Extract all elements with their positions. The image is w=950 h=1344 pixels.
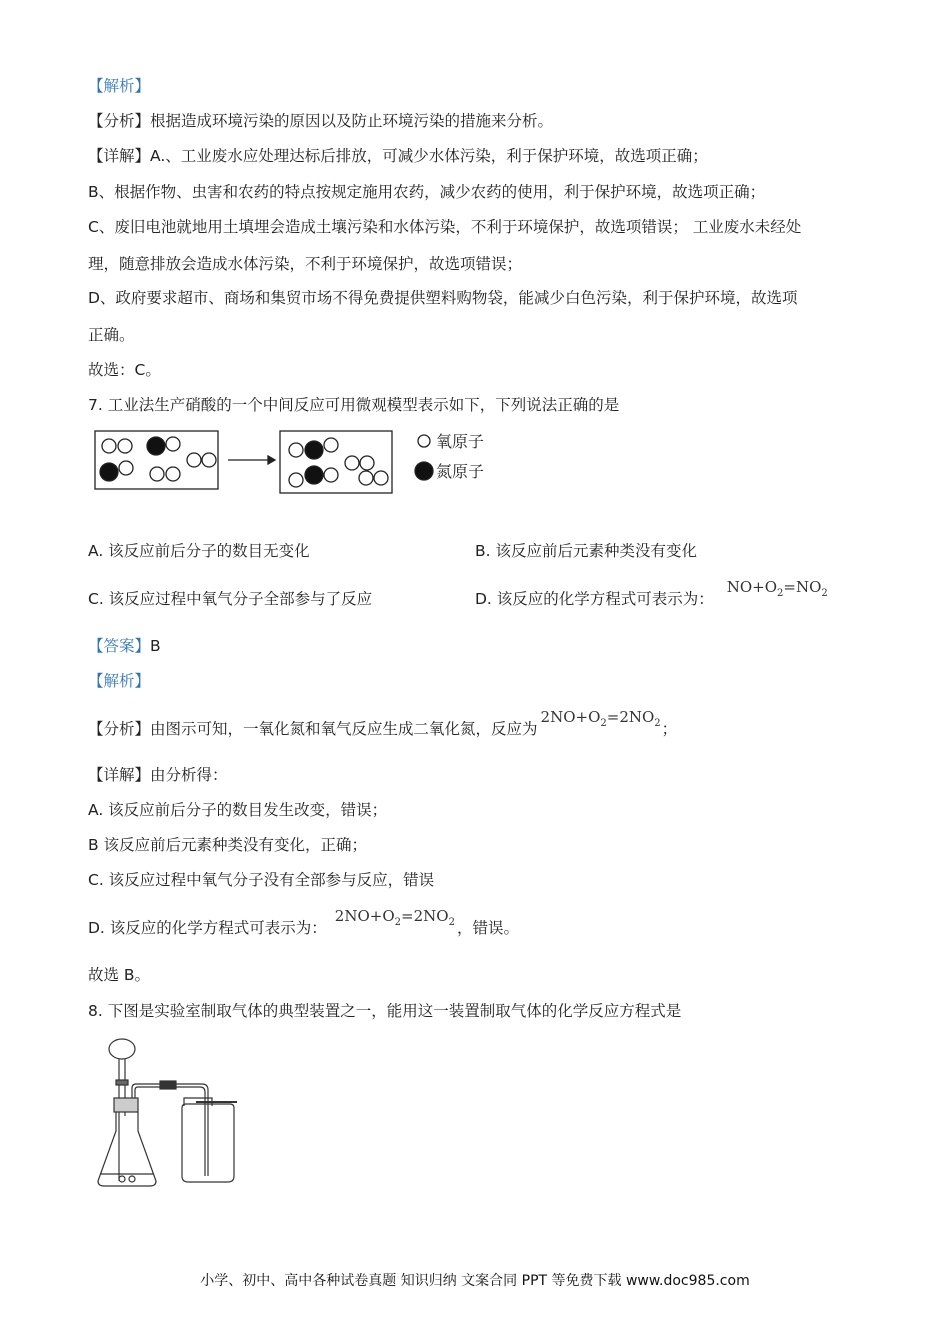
- oxygen-atom: [289, 443, 303, 457]
- legend-oxygen-icon: [418, 435, 430, 447]
- q7-detail-d-formula: $2NO+O_2=2NO_2$: [334, 907, 455, 928]
- molecule-model-diagram: [90, 425, 510, 500]
- oxygen-atom: [119, 461, 133, 475]
- q7-analysis-tag: 【分析】: [88, 720, 151, 738]
- detail-line: [88, 146, 708, 166]
- oxygen-atom: [374, 471, 388, 485]
- q7-answer: 故选 B。: [88, 966, 151, 984]
- oxygen-atom: [118, 439, 132, 453]
- nitrogen-atom: [100, 463, 118, 481]
- q7-answer-value: B: [150, 637, 161, 655]
- detail-tag: 【详解】: [88, 147, 151, 165]
- nitrogen-atom: [305, 466, 323, 484]
- q7-analysis-heading: 【解析】: [88, 672, 151, 690]
- q7-option-d-text: D. 该反应的化学方程式可表示为：: [475, 590, 714, 608]
- analysis-line: [88, 111, 553, 131]
- reaction-arrowhead: [268, 456, 275, 464]
- q7-detail-d-text: D. 该反应的化学方程式可表示为：: [88, 919, 327, 937]
- flask-stopper: [114, 1098, 138, 1112]
- q8-stem: 8. 下图是实验室制取气体的典型装置之一，能用这一装置制取气体的化学反应方程式是: [88, 1002, 682, 1020]
- q7-analysis-line: [88, 708, 678, 746]
- q7-detail-tag: 【详解】: [88, 766, 151, 784]
- detail-d-1: D、政府要求超市、商场和集贸市场不得免费提供塑料购物袋，能减少白色污染，利于保护环境，故选项: [88, 289, 798, 307]
- detail-d-2: 正确。: [88, 326, 135, 344]
- q7-analysis-formula: $2NO+O_2=2NO_2$: [540, 708, 661, 729]
- analysis-tag: 【分析】: [88, 112, 151, 130]
- q7-detail-d: [88, 907, 519, 945]
- oxygen-atom: [324, 468, 338, 482]
- q7-option-a: A. 该反应前后分子的数目无变化: [88, 542, 310, 560]
- q7-detail-a: A. 该反应前后分子的数目发生改变，错误；: [88, 801, 388, 819]
- q7-option-d: [475, 578, 828, 616]
- funnel-bulb: [109, 1039, 135, 1059]
- oxygen-atom: [166, 437, 180, 451]
- analysis-text: 根据造成环境污染的原因以及防止环境污染的措施来分析。: [150, 112, 554, 130]
- q7-option-d-formula: $NO+O_2=NO_2$: [726, 578, 828, 599]
- nitrogen-atom: [305, 441, 323, 459]
- q7-answer-tag: 【答案】: [88, 637, 151, 655]
- q7-detail-line: [88, 765, 228, 785]
- q7-detail-text: 由分析得：: [150, 766, 228, 784]
- legend-nitrogen-icon: [415, 462, 433, 480]
- q7-answer-line: [88, 636, 161, 656]
- nitrogen-atom: [147, 437, 165, 455]
- oxygen-atom: [102, 439, 116, 453]
- oxygen-atom: [359, 471, 373, 485]
- detail-c-1: C、废旧电池就地用土填埋会造成土壤污染和水体污染，不利于环境保护，故选项错误； 工业废水未经处: [88, 218, 802, 236]
- oxygen-atom: [187, 453, 201, 467]
- detail-b: B、根据作物、虫害和农药的特点按规定施用农药，减少农药的使用，利于保护环境，故选项正确；: [88, 183, 766, 201]
- answer-line: 故选：C。: [88, 361, 161, 379]
- oxygen-atom: [289, 473, 303, 487]
- q7-option-b: B. 该反应前后元素种类没有变化: [475, 542, 697, 560]
- gas-apparatus-diagram: [92, 1036, 242, 1191]
- page-footer: 小学、初中、高中各种试卷真题 知识归纳 文案合同 PPT 等免费下载 www.doc985.com: [200, 1273, 750, 1289]
- oxygen-atom: [345, 456, 359, 470]
- oxygen-atom: [150, 467, 164, 481]
- oxygen-atom: [360, 456, 374, 470]
- oxygen-atom: [202, 453, 216, 467]
- analysis-heading: 【解析】: [88, 77, 151, 95]
- q7-detail-d-end: ，错误。: [456, 919, 519, 937]
- detail-a: A.、工业废水应处理达标后排放，可减少水体污染，利于保护环境，故选项正确；: [150, 147, 708, 165]
- q7-stem: 7. 工业法生产硝酸的一个中间反应可用微观模型表示如下，下列说法正确的是: [88, 396, 620, 414]
- conical-flask: [98, 1112, 156, 1186]
- q7-detail-b: B 该反应前后元素种类没有变化，正确；: [88, 836, 368, 854]
- q7-detail-c: C. 该反应过程中氧气分子没有全部参与反应，错误: [88, 871, 435, 889]
- legend-oxygen-label: 氧原子: [436, 432, 485, 451]
- legend-nitrogen-label: 氮原子: [436, 462, 485, 481]
- q7-analysis-end: ；: [661, 720, 678, 738]
- oxygen-atom: [324, 438, 338, 452]
- stopcock: [116, 1080, 128, 1085]
- q7-analysis-text: 由图示可知，一氧化氮和氧气反应生成二氧化氮，反应为: [150, 720, 538, 738]
- detail-c-2: 理，随意排放会造成水体污染，不利于环境保护，故选项错误；: [88, 255, 523, 273]
- oxygen-atom: [166, 467, 180, 481]
- q7-option-c: C. 该反应过程中氧气分子全部参与了反应: [88, 590, 373, 608]
